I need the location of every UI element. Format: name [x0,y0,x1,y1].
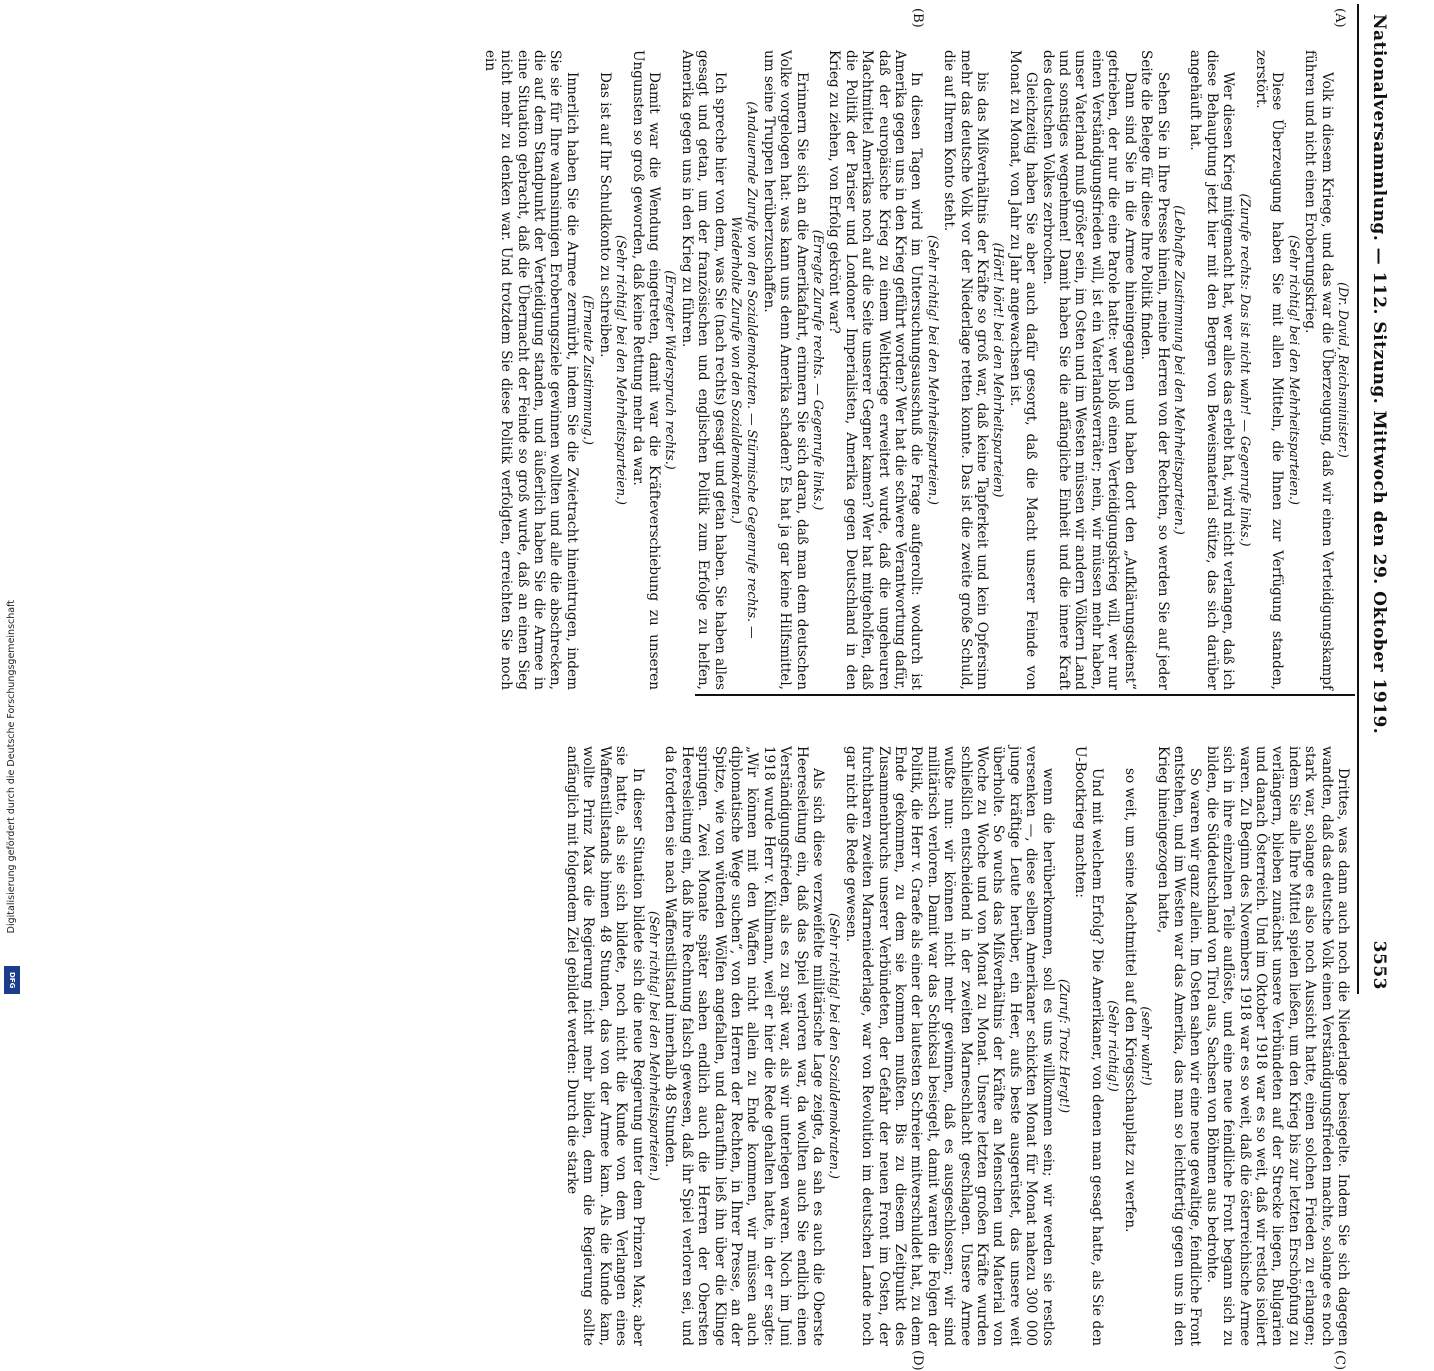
margin-marker-a: (A) [1332,8,1347,28]
interjection: (Hört! hört! bei den Mehrheitsparteien) [991,242,1007,498]
paragraph: bis das Mißverhältnis der Kräfte so groß war, daß keine Tapferkeit und kein Opfersinn mehr das deutsche Volk vor der Niederlage retten konnte. Das ist die zweite große Schuld, die auf Ihrem Konto steht. [941,50,991,690]
margin-marker-d: (D) [910,1350,925,1371]
interjection: (Lebhafte Zustimmung bei den Mehrheitsparteien.) [1171,205,1187,535]
interjection: (Sehr richtig! bei den Sozialdemokraten.) [827,913,843,1179]
interjection: (Erneute Zustimmung.) [581,295,597,445]
page-header [1357,4,1395,994]
interjection: (sehr wahr!) [1139,1006,1155,1086]
interjection: (Sehr richtig! bei den Mehrheitsparteien.) [646,911,662,1181]
paragraph: Erinnern Sie sich an die Amerikafahrt, erinnern Sie sich daran, daß man dem deutschen Volke vorgelogen hat: was kann uns denn Amerika schaden? Es hat ja gar keine Hilfsmittel, um seine Truppen herüberzuschaffen. [760,50,810,690]
interjection: (Andauernde Zurufe von den Sozialdemokraten. — Stürmische Gegenrufe rechts. — [745,101,761,639]
interjection: (Zuruf: Trotz Hergt!) [1057,978,1073,1114]
interjection: (Sehr richtig! bei den Mehrheitsparteien.) [1286,235,1302,505]
page-title: Nationalversammlung. — 112. Sitzung. Mittwoch den 29. Oktober 1919. [1369,14,1389,735]
paragraph: In dieser Situation bildete sich die neue Regierung unter dem Prinzen Max; aber sie hatte, als sie sich bildete, noch nicht die Kunde von dem Verlangen eines Waffenstillstands binnen 48 Stunden, das von der Armee kam. Als die Kunde kam, wollte Prinz Max die Regierung nicht mehr bilden, denn die Regierung sollte anfänglich mit folgendem Ziel gebildet werden: Durch die starke [563,746,646,1346]
interjection: (Erregte Zurufe rechts. — Gegenrufe links.) [811,229,826,511]
paragraph: Und mit welchem Erfolg? Die Amerikaner, von denen man gesagt hatte, als Sie den U-Bootkrieg machten: [1072,746,1105,1346]
paragraph: Als sich diese verzweifelte militärische Lage zeigte, da sah es auch die Oberste Heeresleitung ein, daß das Spiel verloren war, da wollten auch Sie endlich einen Verständigungsfrieden, als es zu spät war, als wir unterlegen waren. Noch im Juni 1918 wurde Herr v. Kühlmann, weil er hier die Rede gehalten hatte, in der er sagte: „Wir können mit den Waffen nicht allein zu Ende kommen, wir müssen auch diplomatische Wege suchen“, von den Herren der Rechten, in Ihrer Presse, an der Spitze, wie von wütenden Wölfen angefallen, und daraufhin ließ ihn über die Klinge springen. Zwei Monate später sahen endlich auch die Herren der Obersten Heeresleitung ein, daß ihre Rechnung falsch gewesen, daß ihr Spiel verloren sei, und da forderten sie nach Waffenstillstand innerhalb 48 Stunden. [662,746,826,1346]
paragraph: Sehen Sie in Ihre Presse hinein, meine Herren von der Rechten, so werden Sie auf jeder Seite die Belege für diese Ihre Politik finden. [1138,50,1171,690]
paragraph: Innerlich haben Sie die Armee zermürbt, indem Sie die Zwietracht hineintrugen, indem Sie sie für Ihre wahnsinnigen Eroberungsziele gewinnen wollten und alle die abschrecken, die auf dem Standpunkt der Verteidigung standen, und äußerlich haben Sie die Armee in eine Situation gebracht, daß die Übermacht der Feinde so groß wurde, daß an einen Sieg nicht mehr zu denken war. Und trotzdem Sie diese Politik verfolgten, erreichten Sie noch ein [481,50,580,690]
paragraph: Ich spreche hier von dem, was Sie (nach rechts) gesagt und getan haben. Sie haben alles gesagt und getan, um der französischen und englischen Politik zum Erfolge zu helfen, Amerika gegen uns in den Krieg zu führen. [678,50,728,690]
interjection: (Zurufe rechts: Das ist nicht wahr! — Gegenrufe links.) [1237,193,1253,547]
paragraph: In diesen Tagen wird im Untersuchungsausschuß die Frage aufgerollt: wodurch ist Amerika gegen uns in den Krieg geführt worden? Wer hat die schwere Verantwortung dafür, daß der europäische Krieg zu einem Weltkriege erweitert wurde, daß die ungeheuren Machtmittel Amerikas noch auf die Seite unserer Gegner kamen? Wer hat mitgeholfen, daß die Politik der Pariser und Londoner Imperialisten, Amerika gegen Deutschland in den Krieg zu ziehen, von Erfolg gekrönt war? [826,50,925,690]
paragraph: Volk in diesem Kriege, und das war die Überzeugung, daß wir einen Verteidigungskampf führen und nicht einen Eroberungskrieg. [1302,50,1335,690]
page-number: 3553 [1369,940,1389,990]
rotated-page [15,4,1395,1371]
right-text-column [564,746,1352,1346]
paragraph: So waren wir ganz allein. Im Osten sahen wir eine neue gewaltige, feindliche Front entstehen, und im Westen war das Amerika, das man so leichtfertig gegen uns in den Krieg hineingezogen hatte, [1154,746,1204,1346]
interjection: (Sehr richtig! bei den Mehrheitsparteien.) [614,235,630,505]
interjection: (Erregter Widerspruch rechts.) [663,270,679,470]
paragraph: wenn die herüberkommen, soll es uns willkommen sein; wir werden sie restlos versenken —, diese selben Amerikaner schickten Monat für Monat nahezu 300 000 junge kräftige Leute herüber, ein Heer, aufs beste ausgerüstet, das unsere weit überholte. So wuchs das Mißverhältnis der Kräfte an Menschen und Material von Woche zu Woche und von Monat zu Monat. Unsere letzten großen Kräfte wurden schließlich entscheidend in der zweiten Marneschlacht geschlagen. Unsere Armee wußte nun: wir können nicht mehr gewinnen, daß es ausgeschlossen; wir sind militärisch verloren. Damit war das Schicksal besiegelt, damit waren die Folgen der Politik, die Herr v. Graefe als einer der lautesten Schreier mitverschuldet hat, zu dem Ende gekommen, zu dem sie kommen mußten. Bis zu diesem Zeitpunkt des Zusammenbruchs unserer Verbündeten, der Gefahr der neuen Front im Osten, der furchtbaren zweiten Marneniederlage, war von Revolution im deutschen Lande noch gar nicht die Rede gewesen. [842,746,1056,1346]
interjection: (Dr. David, Reichsminister.) [1336,282,1351,458]
margin-marker-b: (B) [910,8,925,28]
paragraph: Damit war die Wendung eingetreten, damit war die Kräfteverschiebung zu unseren Ungunsten so groß geworden, daß keine Rettung mehr da war. [629,50,662,690]
dfg-logo: DFG [4,966,20,994]
paragraph: Wer diesen Krieg mitgemacht hat, wer alles das erlebt hat, wird nicht verlangen, daß ich diese Behauptung jetzt hier mit den Bergen von Beweismaterial stütze, das sich darüber angehäuft hat. [1187,50,1237,690]
paragraph: Dann sind Sie in die Armee hineingegangen und haben dort den „Aufklärungsdienst“ getrieben, der nur die eine Parole hatte: wer bloß einen Verteidigungskrieg will, wer nur einen Verständigungsfrieden will, ist ein Vaterlandsverräter; nein, wir müssen mehr haben, unser Vaterland muß größer sein, im Osten und im Westen müssen wir andern Völkern Land und sonstiges wegnehmen! Damit haben Sie die anfängliche Einheit und die innere Kraft des deutschen Volkes zerbrochen. [1039,50,1138,690]
interjection: (Sehr richtig!) [1106,1000,1122,1092]
paragraph: Diese Überzeugung haben Sie mit allen Mitteln, die Ihnen zur Verfügung standen, zerstört. [1252,50,1286,690]
paragraph: Das ist auf Ihr Schuldkonto zu schreiben. [596,72,613,358]
paragraph: so weit, um seine Machtmittel auf den Kriegsschauplatz zu werfen. [1121,768,1138,1233]
paragraph: Gleichzeitig haben Sie aber auch dafür gesorgt, daß die Macht unserer Feinde von Monat zu Monat, von Jahr zu Jahr angewachsen ist. [1006,50,1040,690]
digitization-credit: Digitalisierung gefördert durch die Deutsche Forschungsgemeinschaft [6,600,17,934]
interjection: (Sehr richtig! bei den Mehrheitsparteien.) [925,235,941,505]
column-divider [695,694,1355,696]
margin-marker-c: (C) [1332,1350,1347,1371]
interjection: Wiederholte Zurufe von den Sozialdemokraten.) [728,216,744,524]
left-text-column [481,50,1351,690]
paragraph: Drittes, was dann auch noch die Niederlage besiegelte. Indem Sie sich dagegen wandten, daß das deutsche Volk einen Verständigungsfrieden machte, solange es noch stark war, solange es also noch Aussicht hatte, einen solchen Frieden zu erlangen; indem Sie alle Ihre Mittel spielen ließen, um den Krieg bis zur letzten Erschöpfung zu verlängern, blieben zunächst unsere Verbündeten auf der Strecke liegen, Bulgarien und danach Österreich. Und im Oktober 1918 war es so weit, daß wir restlos isoliert waren. Zu Beginn des Novembers 1918 war es so weit, daß die österreichische Armee sich in ihre einzelnen Teile auflöste, und eine neue feindliche Front begann sich zu bilden, die Süddeutschland von Tirol aus, Sachsen von Böhmen aus bedrohte. [1203,746,1351,1346]
